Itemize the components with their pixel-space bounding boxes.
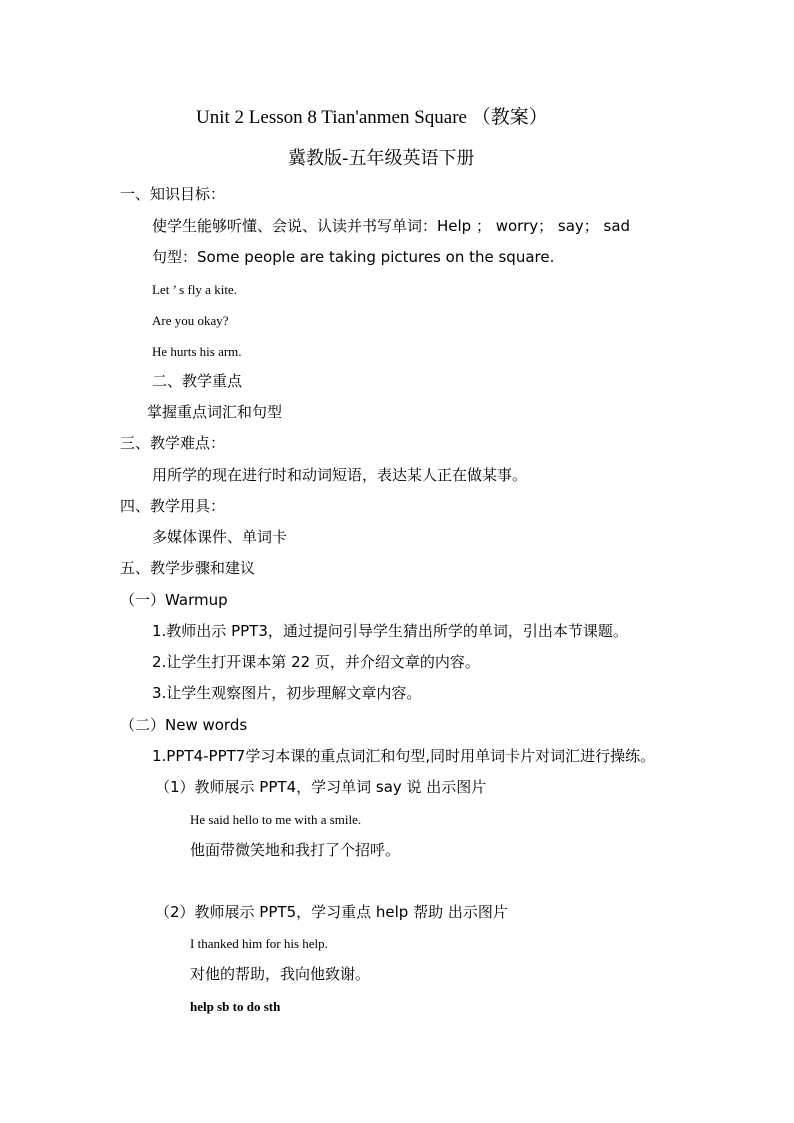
section3-content: 用所学的现在进行时和动词短语，表达某人正在做某事。 [152,466,528,484]
sub2-heading: （2）教师展示 PPT5，学习重点 help 帮助 出示图片 [155,903,508,921]
part2-intro: 1.PPT4-PPT7学习本课的重点词汇和句型,同时用单词卡片对词汇进行操练。 [152,747,656,765]
section1-words-line: 使学生能够听懂、会说、认读并书写单词：Help ； worry； say； sad [152,217,631,235]
sub2-phrase: help sb to do sth [190,999,281,1014]
sub2-example-cn: 对他的帮助，我向他致谢。 [190,965,371,983]
document-title: Unit 2 Lesson 8 Tian'anmen Square （教案） [196,107,548,128]
part1-item: 2.让学生打开课本第 22 页，并介绍文章的内容。 [152,653,480,671]
part1-item: 3.让学生观察图片，初步理解文章内容。 [152,684,422,702]
sub1-example-en: He said hello to me with a smile. [190,812,362,827]
sub1-example-cn: 他面带微笑地和我打了个招呼。 [190,841,401,859]
section1-sentence: Are you okay? [152,313,229,328]
section4-heading: 四、教学用具： [120,497,226,515]
section2-content: 掌握重点词汇和句型 [147,403,283,421]
section1-sentence: Let ’ s fly a kite. [152,282,237,297]
part1-item: 1.教师出示 PPT3，通过提问引导学生猜出所学的单词，引出本节课题。 [152,622,628,640]
document-subtitle: 冀教版-五年级英语下册 [288,148,475,169]
section1-sentence-label: 句型：Some people are taking pictures on the square. [152,248,555,266]
section4-content: 多媒体课件、单词卡 [152,528,288,546]
section1-sentence: He hurts his arm. [152,344,242,359]
section3-heading: 三、教学难点： [120,434,226,452]
sub1-heading: （1）教师展示 PPT4，学习单词 say 说 出示图片 [155,778,487,796]
sub2-example-en: I thanked him for his help. [190,936,328,951]
section2-heading: 二、教学重点 [152,372,243,390]
part2-heading: （二）New words [120,716,248,734]
section5-heading: 五、教学步骤和建议 [120,559,256,577]
part1-heading: （一）Warmup [120,591,228,609]
section1-heading: 一、知识目标： [120,185,226,203]
